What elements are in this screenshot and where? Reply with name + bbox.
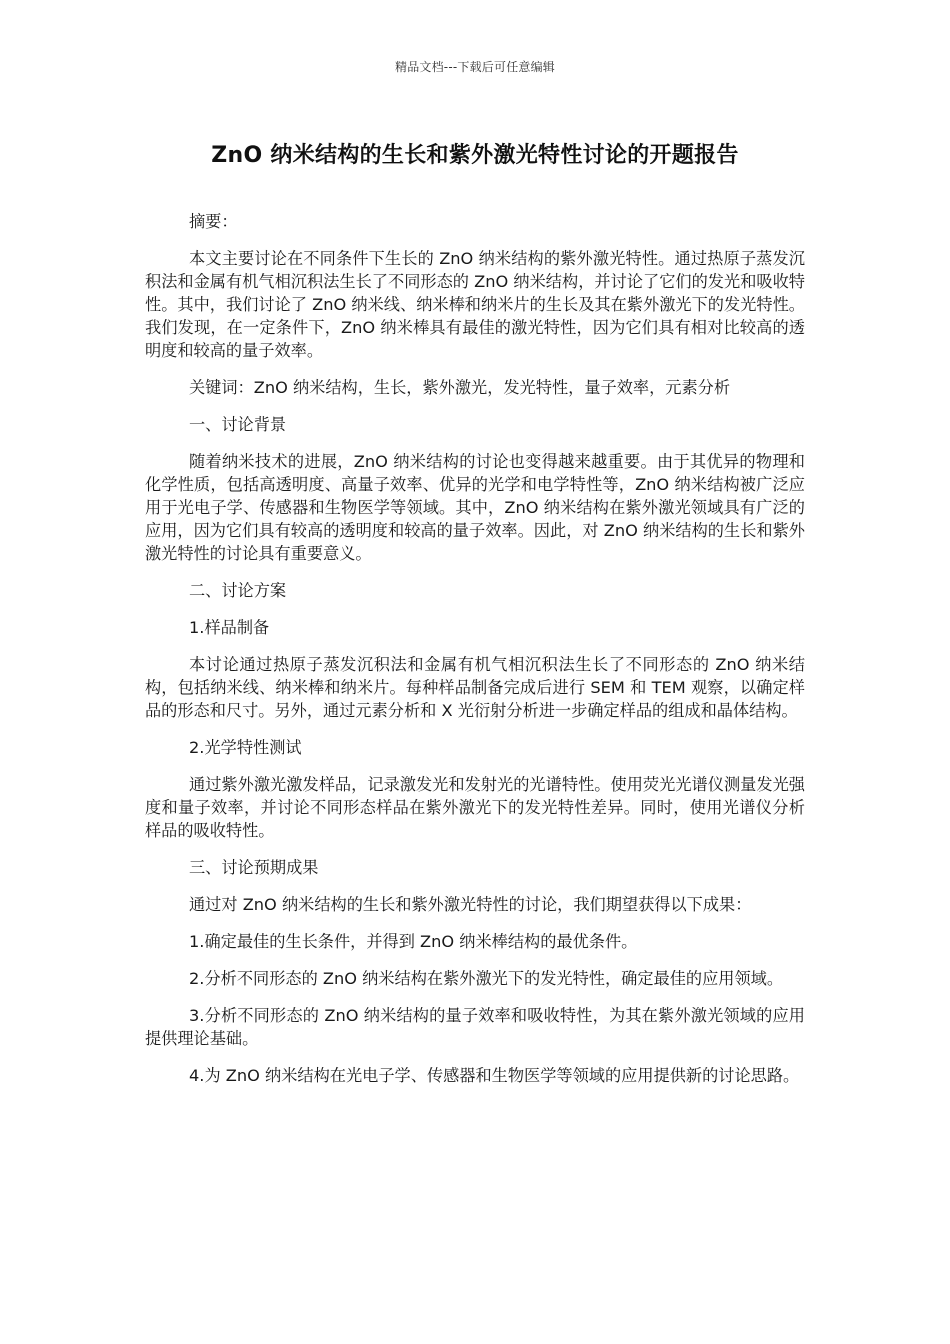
abstract-paragraph: 本文主要讨论在不同条件下生长的 ZnO 纳米结构的紫外激光特性。通过热原子蒸发沉积法和金属有机气相沉积法生长了不同形态的 ZnO 纳米结构，并讨论了它们的发光和吸收特性。其中，我们讨论了 ZnO 纳米线、纳米棒和纳米片的生长及其在紫外激光下的发光特性。我们发现，在一定条件下，ZnO 纳米棒具有最佳的激光特性，因为它们具有相对比较高的透明度和较高的量子效率。 [145,249,805,360]
expected-result-item: 3.分析不同形态的 ZnO 纳米结构的量子效率和吸收特性，为其在紫外激光领域的应用提供理论基础。 [145,1006,805,1048]
section-heading-plan: 二、讨论方案 [189,581,287,600]
expected-results-intro: 通过对 ZnO 纳米结构的生长和紫外激光特性的讨论，我们期望获得以下成果： [189,895,752,914]
document-title: ZnO 纳米结构的生长和紫外激光特性讨论的开题报告 [211,143,739,168]
section-heading-background: 一、讨论背景 [189,415,287,434]
keywords-line: 关键词：ZnO 纳米结构，生长，紫外激光，发光特性，量子效率，元素分析 [189,378,731,397]
subheading-sample-prep: 1.样品制备 [189,618,270,637]
document-body [145,210,805,1101]
sample-prep-paragraph: 本讨论通过热原子蒸发沉积法和金属有机气相沉积法生长了不同形态的 ZnO 纳米结构，包括纳米线、纳米棒和纳米片。每种样品制备完成后进行 SEM 和 TEM 观察，以确定样品的形态和尺寸。另外，通过元素分析和 X 光衍射分析进一步确定样品的组成和晶体结构。 [145,655,805,720]
optical-test-paragraph: 通过紫外激光激发样品，记录激发光和发射光的光谱特性。使用荧光光谱仪测量发光强度和量子效率，并讨论不同形态样品在紫外激光下的发光特性差异。同时，使用光谱仪分析样品的吸收特性。 [145,775,805,840]
expected-result-item: 4.为 ZnO 纳米结构在光电子学、传感器和生物医学等领域的应用提供新的讨论思路。 [189,1066,800,1085]
expected-result-item: 1.确定最佳的生长条件，并得到 ZnO 纳米棒结构的最优条件。 [189,932,638,951]
abstract-heading: 摘要： [189,212,238,231]
subheading-optical-test: 2.光学特性测试 [189,738,302,757]
page-header-note: 精品文档---下载后可任意编辑 [395,60,555,74]
section-heading-expected-results: 三、讨论预期成果 [189,858,319,877]
expected-result-item: 2.分析不同形态的 ZnO 纳米结构在紫外激光下的发光特性，确定最佳的应用领域。 [189,969,784,988]
background-paragraph: 随着纳米技术的进展，ZnO 纳米结构的讨论也变得越来越重要。由于其优异的物理和化学性质，包括高透明度、高量子效率、优异的光学和电学特性等，ZnO 纳米结构被广泛应用于光电子学、传感器和生物医学等领域。其中，ZnO 纳米结构在紫外激光领域具有广泛的应用，因为它们具有较高的透明度和较高的量子效率。因此，对 ZnO 纳米结构的生长和紫外激光特性的讨论具有重要意义。 [145,452,805,563]
